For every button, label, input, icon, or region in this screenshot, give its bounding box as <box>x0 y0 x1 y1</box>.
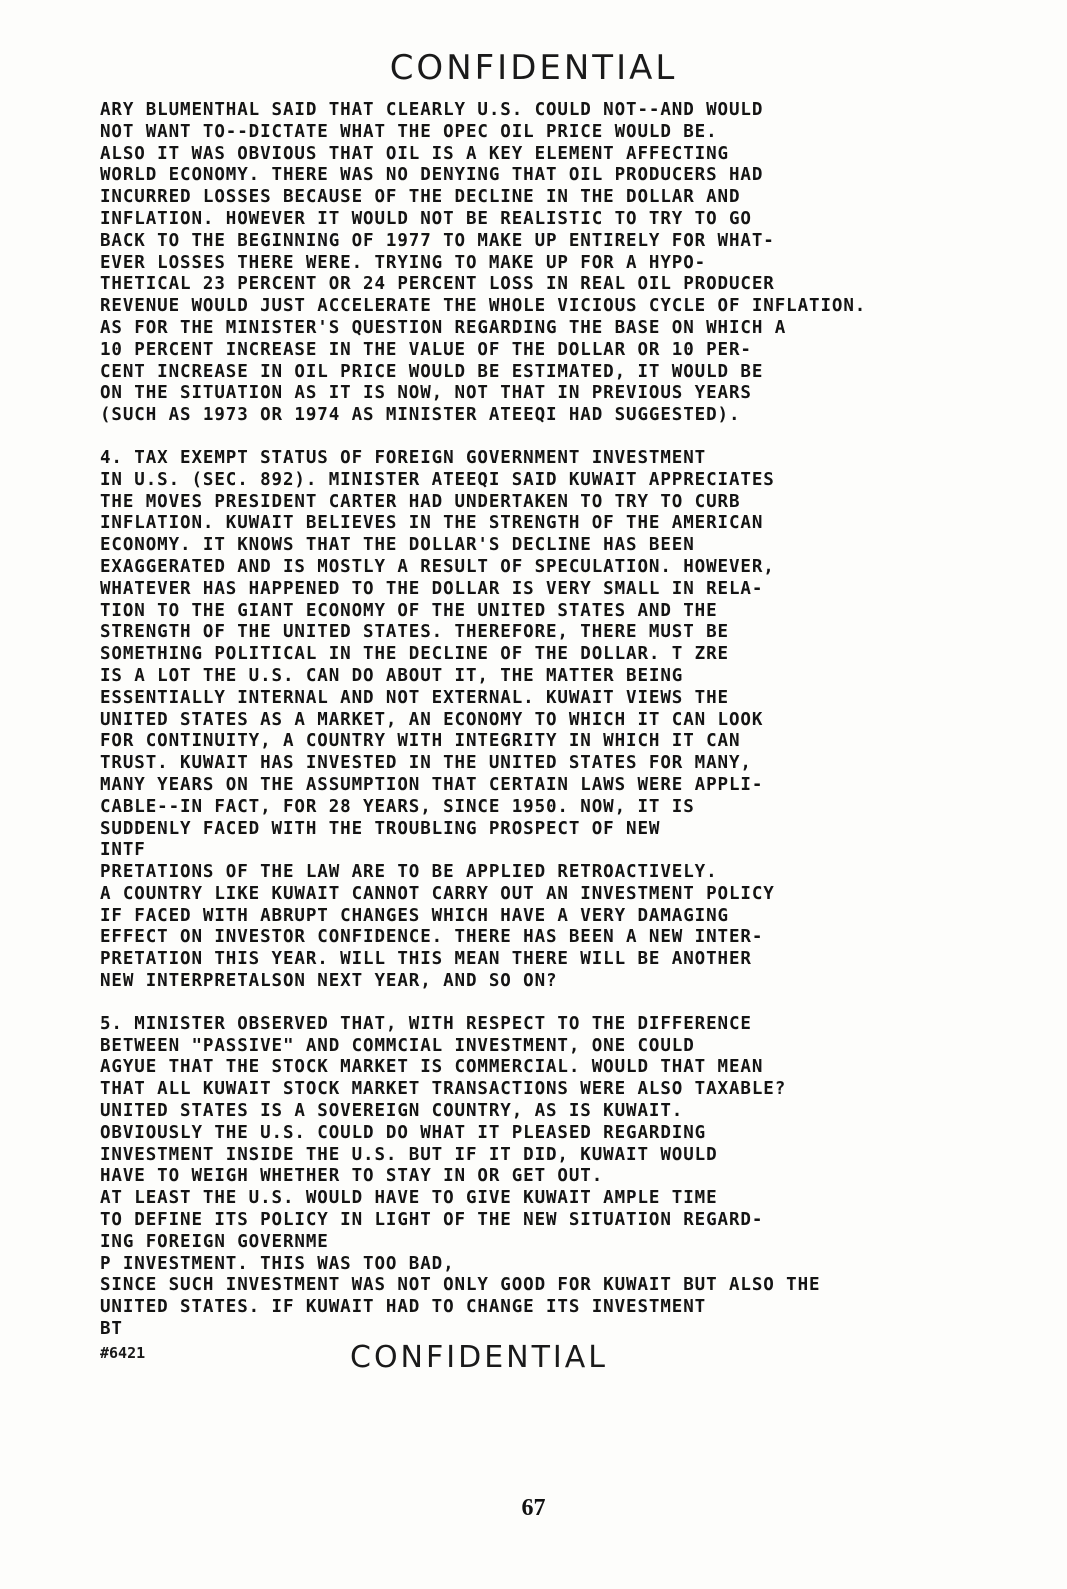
message-number: #6421 <box>100 1344 146 1362</box>
text-line: BT <box>100 1319 123 1340</box>
text-line: ESSENTIALLY INTERNAL AND NOT EXTERNAL. KUWAIT VIEWS THE <box>100 687 729 708</box>
text-line: UNITED STATES. IF KUWAIT HAD TO CHANGE ITS INVESTMENT <box>100 1297 707 1318</box>
text-line: MANY YEARS ON THE ASSUMPTION THAT CERTAIN LAWS WERE APPLI- <box>100 774 764 795</box>
page-number: 67 <box>521 1495 546 1521</box>
text-line: 5. MINISTER OBSERVED THAT, WITH RESPECT TO THE DIFFERENCE <box>100 1013 752 1034</box>
text-line: WORLD ECONOMY. THERE WAS NO DENYING THAT OIL PRODUCERS HAD <box>100 165 764 186</box>
text-line: AS FOR THE MINISTER'S QUESTION REGARDING THE BASE ON WHICH A <box>100 317 787 338</box>
text-line: NEW INTERPRETALSON NEXT YEAR, AND SO ON? <box>100 971 558 992</box>
text-line: THETICAL 23 PERCENT OR 24 PERCENT LOSS IN REAL OIL PRODUCER <box>100 274 775 295</box>
text-line: INTF <box>100 840 146 861</box>
paragraph-5-passive-vs-commercial <box>100 1014 1000 1341</box>
text-line: BACK TO THE BEGINNING OF 1977 TO MAKE UP ENTIRELY FOR WHAT- <box>100 230 775 251</box>
text-line: INVESTMENT INSIDE THE U.S. BUT IF IT DID, KUWAIT WOULD <box>100 1144 718 1165</box>
text-line: AT LEAST THE U.S. WOULD HAVE TO GIVE KUWAIT AMPLE TIME <box>100 1188 718 1209</box>
text-line: ALSO IT WAS OBVIOUS THAT OIL IS A KEY ELEMENT AFFECTING <box>100 143 729 164</box>
text-line: THE MOVES PRESIDENT CARTER HAD UNDERTAKEN TO TRY TO CURB <box>100 491 741 512</box>
text-line: SOMETHING POLITICAL IN THE DECLINE OF THE DOLLAR. T ZRE <box>100 644 729 665</box>
text-line: TO DEFINE ITS POLICY IN LIGHT OF THE NEW SITUATION REGARD- <box>100 1210 764 1231</box>
text-line: AGYUE THAT THE STOCK MARKET IS COMMERCIAL. WOULD THAT MEAN <box>100 1057 764 1078</box>
cable-body <box>100 100 1000 1341</box>
text-line: PRETATION THIS YEAR. WILL THIS MEAN THERE WILL BE ANOTHER <box>100 949 752 970</box>
text-line: ARY BLUMENTHAL SAID THAT CLEARLY U.S. COULD NOT--AND WOULD <box>100 100 764 120</box>
text-line: INFLATION. KUWAIT BELIEVES IN THE STRENGTH OF THE AMERICAN <box>100 513 764 534</box>
text-line: EVER LOSSES THERE WERE. TRYING TO MAKE UP FOR A HYPO- <box>100 252 707 273</box>
paragraph-4-tax-exempt-status <box>100 448 1000 993</box>
text-line: TION TO THE GIANT ECONOMY OF THE UNITED STATES AND THE <box>100 600 718 621</box>
text-line: WHATEVER HAS HAPPENED TO THE DOLLAR IS VERY SMALL IN RELA- <box>100 578 764 599</box>
text-line: HAVE TO WEIGH WHETHER TO STAY IN OR GET OUT. <box>100 1166 604 1187</box>
text-line: SUDDENLY FACED WITH THE TROUBLING PROSPECT OF NEW <box>100 818 661 839</box>
text-line: THAT ALL KUWAIT STOCK MARKET TRANSACTIONS WERE ALSO TAXABLE? <box>100 1079 787 1100</box>
text-line: UNITED STATES AS A MARKET, AN ECONOMY TO WHICH IT CAN LOOK <box>100 709 764 730</box>
text-line: SINCE SUCH INVESTMENT WAS NOT ONLY GOOD FOR KUWAIT BUT ALSO THE <box>100 1275 821 1296</box>
text-line: TRUST. KUWAIT HAS INVESTED IN THE UNITED STATES FOR MANY, <box>100 753 752 774</box>
text-line: FOR CONTINUITY, A COUNTRY WITH INTEGRITY IN WHICH IT CAN <box>100 731 741 752</box>
text-line: EXAGGERATED AND IS MOSTLY A RESULT OF SPECULATION. HOWEVER, <box>100 556 775 577</box>
text-line: EFFECT ON INVESTOR CONFIDENCE. THERE HAS BEEN A NEW INTER- <box>100 927 764 948</box>
text-line: (SUCH AS 1973 OR 1974 AS MINISTER ATEEQI HAD SUGGESTED). <box>100 405 741 426</box>
text-line: ING FOREIGN GOVERNME <box>100 1231 329 1252</box>
text-line: 4. TAX EXEMPT STATUS OF FOREIGN GOVERNMENT INVESTMENT <box>100 447 707 468</box>
text-line: STRENGTH OF THE UNITED STATES. THEREFORE, THERE MUST BE <box>100 622 729 643</box>
text-line: REVENUE WOULD JUST ACCELERATE THE WHOLE VICIOUS CYCLE OF INFLATION. <box>100 296 867 317</box>
text-line: NOT WANT TO--DICTATE WHAT THE OPEC OIL PRICE WOULD BE. <box>100 121 718 142</box>
text-line: IF FACED WITH ABRUPT CHANGES WHICH HAVE A VERY DAMAGING <box>100 905 729 926</box>
text-line: P INVESTMENT. THIS WAS TOO BAD, <box>100 1253 455 1274</box>
text-line: 10 PERCENT INCREASE IN THE VALUE OF THE DOLLAR OR 10 PER- <box>100 339 752 360</box>
text-line: CABLE--IN FACT, FOR 28 YEARS, SINCE 1950. NOW, IT IS <box>100 796 695 817</box>
text-line: INFLATION. HOWEVER IT WOULD NOT BE REALISTIC TO TRY TO GO <box>100 208 752 229</box>
text-line: A COUNTRY LIKE KUWAIT CANNOT CARRY OUT AN INVESTMENT POLICY <box>100 883 775 904</box>
paragraph-continuation <box>100 100 1000 427</box>
text-line: OBVIOUSLY THE U.S. COULD DO WHAT IT PLEASED REGARDING <box>100 1122 707 1143</box>
text-line: ON THE SITUATION AS IT IS NOW, NOT THAT IN PREVIOUS YEARS <box>100 383 752 404</box>
text-line: BETWEEN "PASSIVE" AND COMMCIAL INVESTMENT, ONE COULD <box>100 1035 695 1056</box>
footer-row <box>100 1340 1000 1380</box>
text-line: UNITED STATES IS A SOVEREIGN COUNTRY, AS IS KUWAIT. <box>100 1101 684 1122</box>
text-line: INCURRED LOSSES BECAUSE OF THE DECLINE IN THE DOLLAR AND <box>100 187 741 208</box>
text-line: ECONOMY. IT KNOWS THAT THE DOLLAR'S DECLINE HAS BEEN <box>100 535 695 556</box>
text-line: PRETATIONS OF THE LAW ARE TO BE APPLIED RETROACTIVELY. <box>100 862 718 883</box>
header-classification-stamp: CONFIDENTIAL <box>389 48 678 88</box>
footer-classification-stamp: CONFIDENTIAL <box>350 1340 609 1375</box>
text-line: IS A LOT THE U.S. CAN DO ABOUT IT, THE MATTER BEING <box>100 665 684 686</box>
text-line: CENT INCREASE IN OIL PRICE WOULD BE ESTIMATED, IT WOULD BE <box>100 361 764 382</box>
text-line: IN U.S. (SEC. 892). MINISTER ATEEQI SAID KUWAIT APPRECIATES <box>100 469 775 490</box>
